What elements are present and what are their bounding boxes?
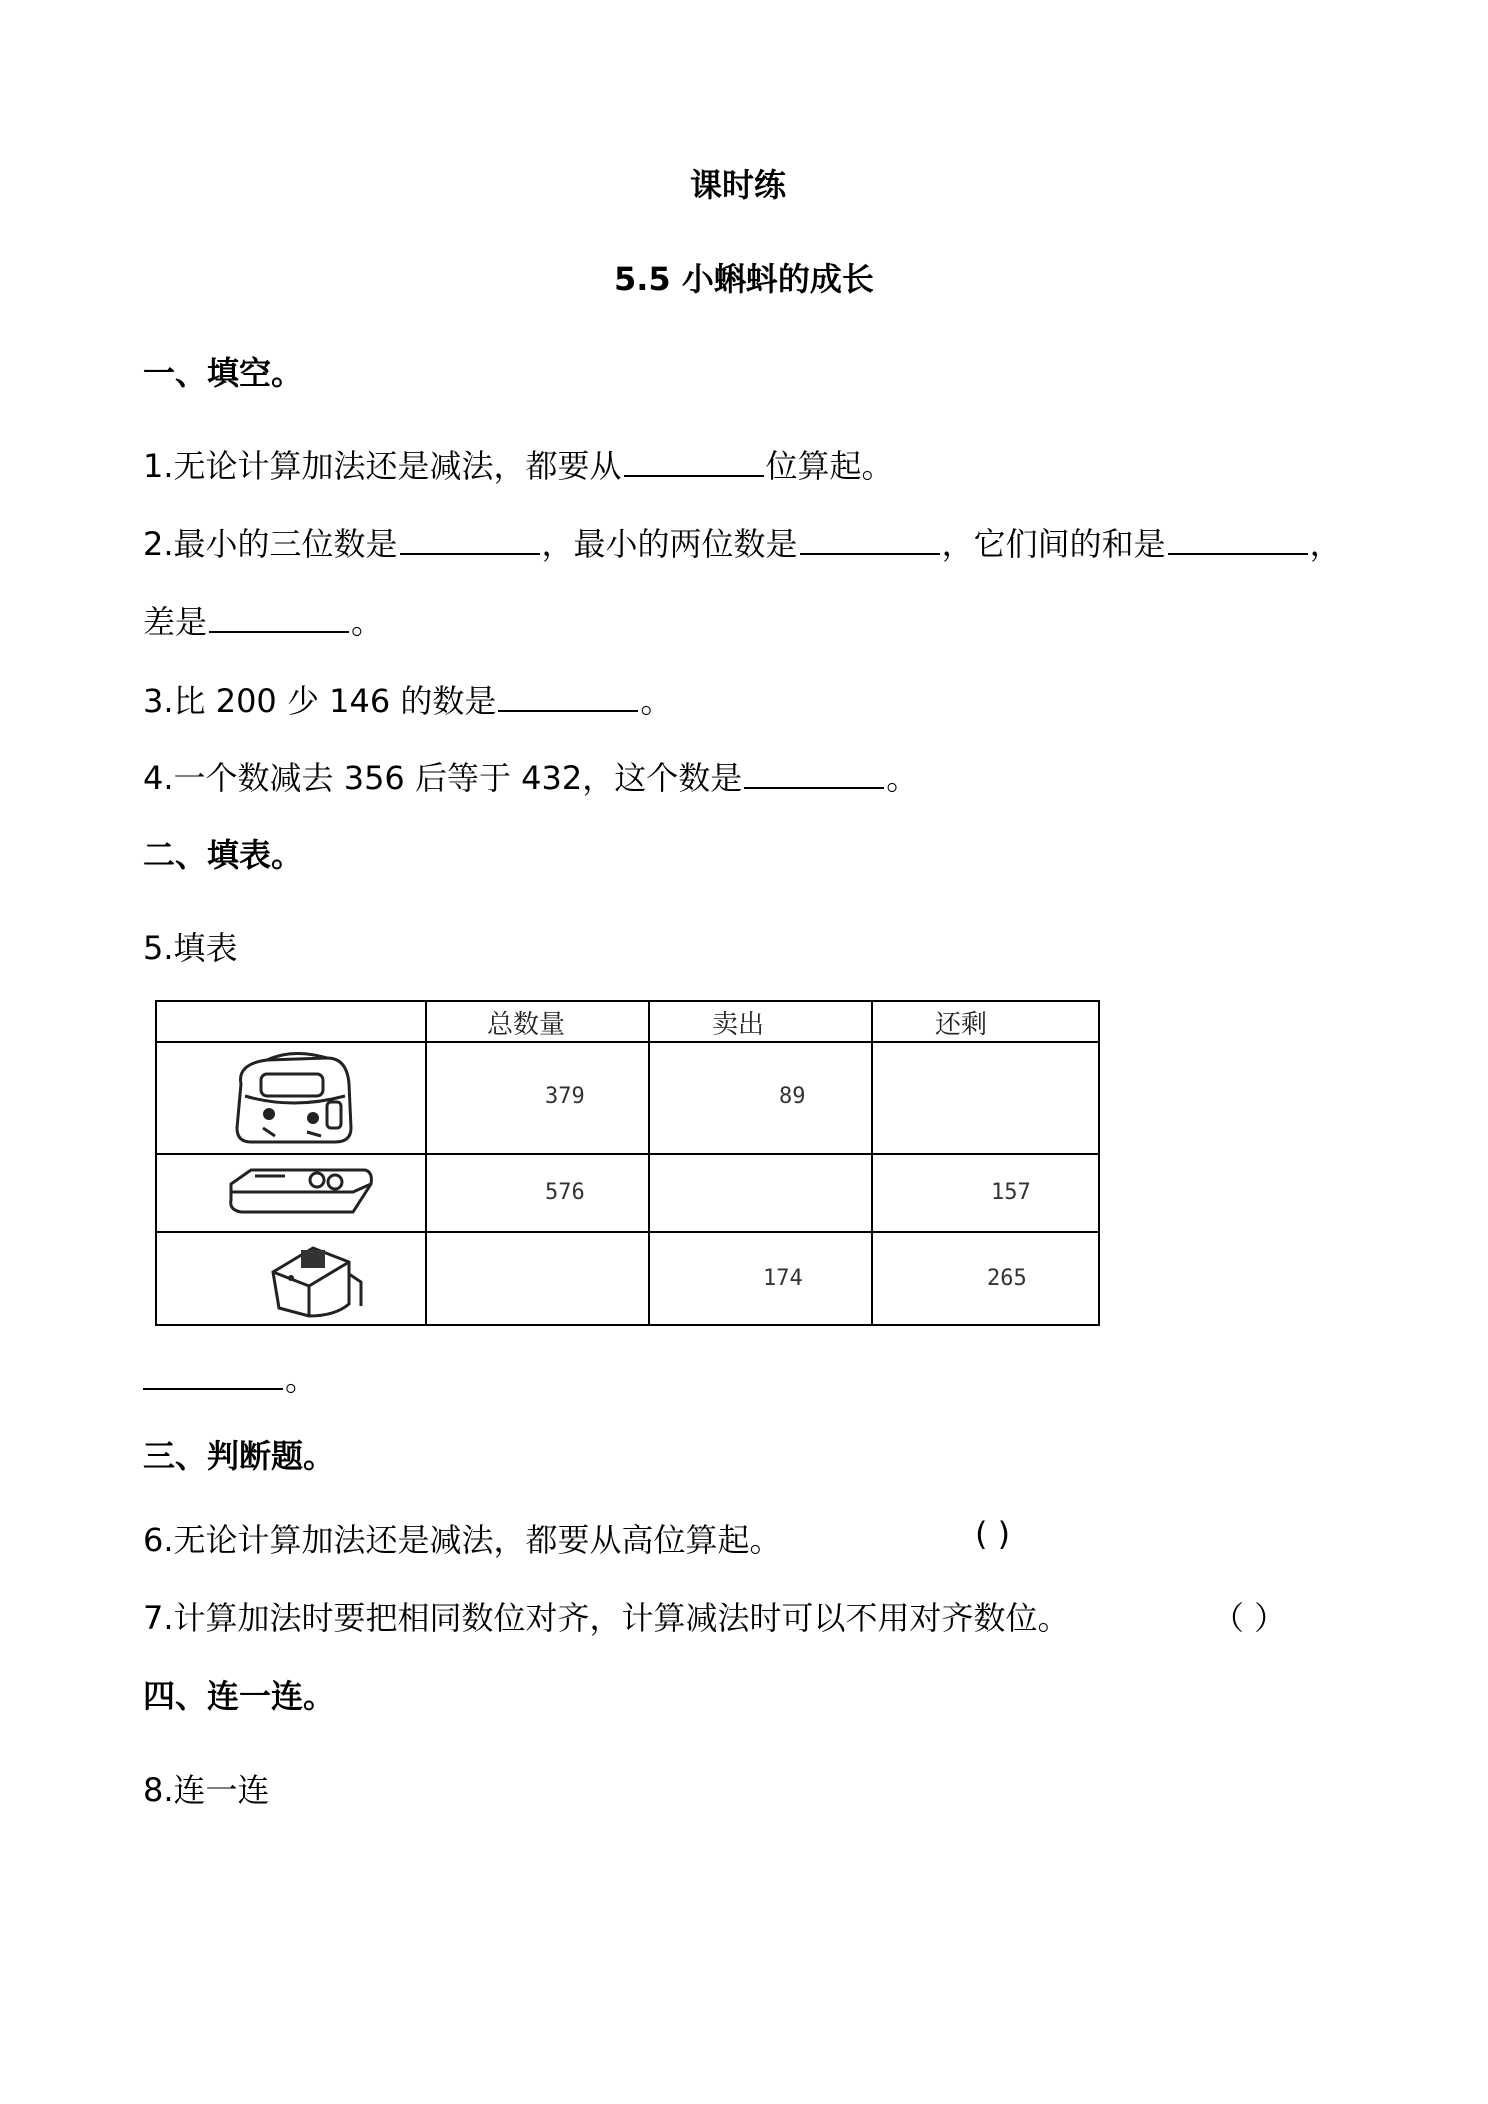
doc-subtitle: 5.5 小蝌蚪的成长: [614, 260, 874, 298]
table-cell-left: 157: [991, 1180, 1031, 1205]
question-2-text: ，最小的两位数是: [541, 525, 798, 563]
fill-table: [155, 1000, 1100, 1326]
question-4-text: 4.一个数减去 356 后等于 432，这个数是: [143, 759, 743, 797]
answer-blank[interactable]: [143, 1358, 283, 1390]
question-3-text: 3.比 200 少 146 的数是: [143, 682, 497, 720]
question-7: 7.计算加法时要把相同数位对齐，计算减法时可以不用对齐数位。: [143, 1599, 1070, 1637]
question-1-text: 1.无论计算加法还是减法，都要从: [143, 447, 622, 485]
question-5-answer: [143, 1354, 317, 1400]
bag-icon: [227, 1044, 357, 1150]
table-divider: [871, 1002, 873, 1324]
question-2: [143, 519, 1342, 565]
section-heading-fill: 一、填空。: [143, 354, 304, 392]
answer-blank[interactable]: [209, 601, 349, 633]
section-heading-judge: 三、判断题。: [143, 1437, 336, 1475]
answer-paren[interactable]: （ ）: [1212, 1599, 1287, 1637]
answer-blank[interactable]: [498, 680, 638, 712]
question-2-text-end: 。: [351, 603, 384, 641]
section-heading-table: 二、填表。: [143, 836, 304, 874]
table-divider: [425, 1002, 427, 1324]
question-1: [143, 441, 894, 487]
question-3-text-end: 。: [640, 682, 673, 720]
table-cell-sold: 89: [779, 1084, 806, 1109]
table-header: 卖出: [712, 1010, 765, 1040]
table-header: 还剩: [935, 1010, 988, 1040]
answer-blank[interactable]: [1168, 523, 1308, 555]
table-divider: [157, 1153, 1098, 1155]
answer-blank[interactable]: [800, 523, 940, 555]
question-2-text: ，: [1309, 525, 1342, 563]
question-5: 5.填表: [143, 929, 238, 967]
table-divider: [648, 1002, 650, 1324]
question-4: [143, 753, 918, 799]
answer-blank[interactable]: [400, 523, 540, 555]
question-6: 6.无论计算加法还是减法，都要从高位算起。: [143, 1521, 782, 1559]
table-header: 总数量: [487, 1010, 566, 1040]
question-2-cont: [143, 597, 383, 643]
question-2-text: 2.最小的三位数是: [143, 525, 398, 563]
question-8: 8.连一连: [143, 1771, 270, 1809]
section-heading-match: 四、连一连。: [143, 1677, 336, 1715]
question-2-text: 差是: [143, 603, 208, 641]
pencil-case-icon: [225, 1162, 375, 1224]
table-divider: [157, 1041, 1098, 1043]
table-cell-total: 379: [545, 1084, 585, 1109]
table-cell-left: 265: [987, 1266, 1027, 1291]
question-2-text: ，它们间的和是: [941, 525, 1166, 563]
answer-paren[interactable]: ( ): [975, 1515, 1011, 1553]
question-5-text-end: 。: [285, 1360, 318, 1398]
table-cell-total: 576: [545, 1180, 585, 1205]
question-4-text-end: 。: [886, 759, 919, 797]
doc-title: 课时练: [690, 166, 787, 204]
answer-blank[interactable]: [744, 757, 884, 789]
table-cell-sold: 174: [763, 1266, 803, 1291]
question-3: [143, 676, 672, 722]
table-divider: [157, 1231, 1098, 1233]
question-1-text-end: 位算起。: [765, 447, 894, 485]
pencil-sharpener-icon: [265, 1238, 365, 1320]
answer-blank[interactable]: [624, 445, 764, 477]
